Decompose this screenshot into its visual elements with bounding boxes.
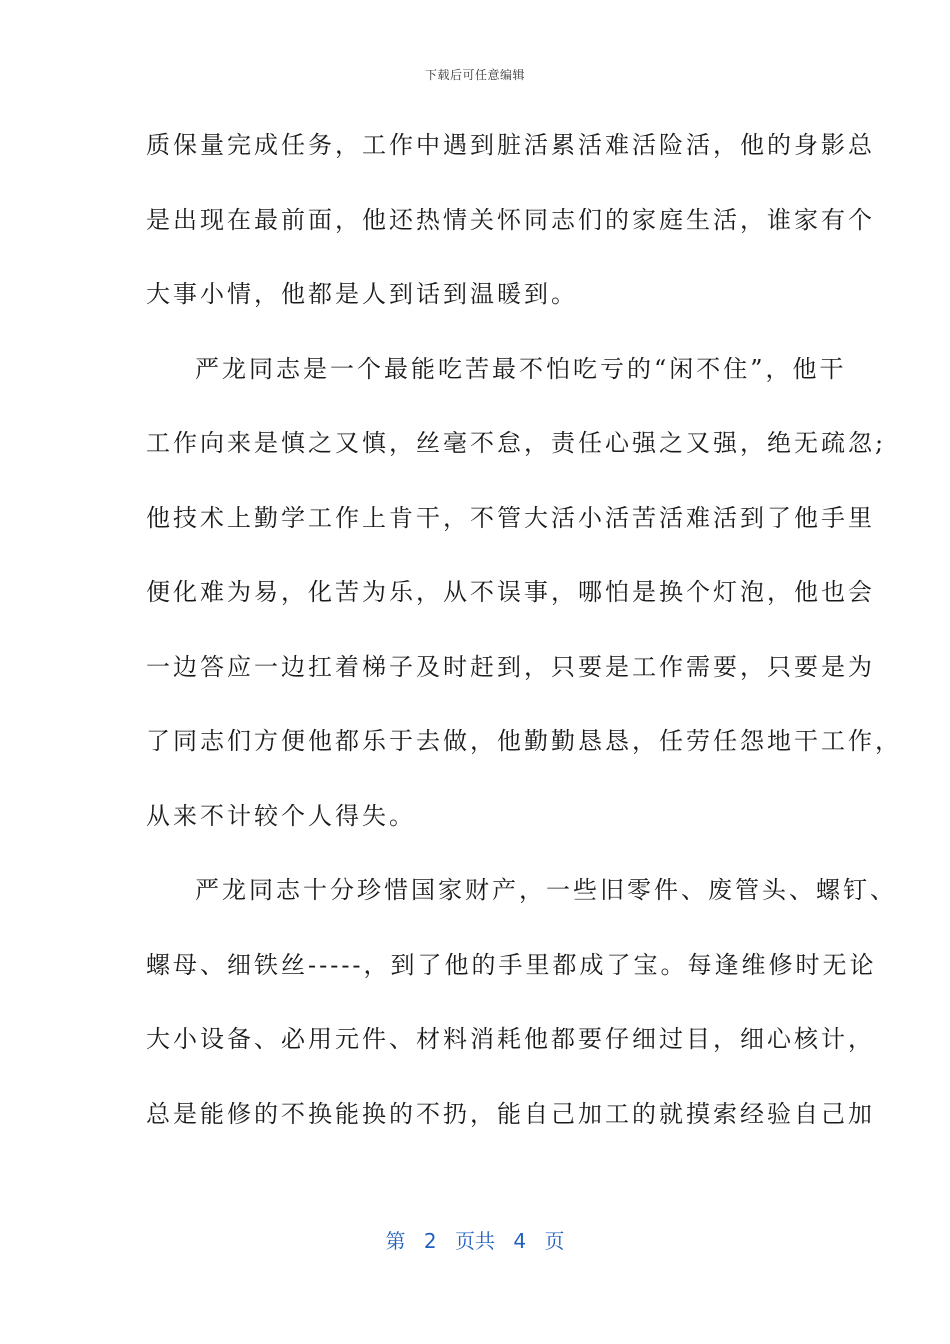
header-note: 下载后可任意编辑	[424, 68, 525, 82]
footer-current-page: 2	[423, 1229, 437, 1253]
text-line: 从来不计较个人得失。	[146, 801, 416, 830]
document-body	[146, 120, 902, 1163]
text-line: 是出现在最前面，他还热情关怀同志们的家庭生活，谁家有个	[146, 205, 875, 234]
footer-total-pages: 4	[513, 1229, 527, 1253]
paragraph-first-line: 严龙同志是一个最能吃苦最不怕吃亏的“闲不住”，他干	[195, 354, 847, 383]
text-line: 他技术上勤学工作上肯干，不管大活小活苦活难活到了他手里	[146, 503, 875, 532]
text-line: 总是能修的不换能换的不扔，能自己加工的就摸索经验自己加	[146, 1099, 875, 1128]
paragraph-first-line: 严龙同志十分珍惜国家财产，一些旧零件、废管头、螺钉、	[195, 876, 897, 904]
page-footer	[0, 1225, 950, 1254]
footer-label-page: 第	[385, 1229, 406, 1253]
footer-label-end: 页	[544, 1229, 565, 1253]
text-line: 便化难为易，化苦为乐，从不误事，哪怕是换个灯泡，他也会	[146, 578, 875, 606]
text-line: 质保量完成任务，工作中遇到脏活累活难活险活，他的身影总	[146, 131, 875, 159]
footer-label-of: 页共	[455, 1229, 495, 1253]
text-line: 大小设备、必用元件、材料消耗他都要仔细过目，细心核计，	[146, 1025, 875, 1053]
text-line: 大事小情，他都是人到话到温暖到。	[146, 280, 578, 308]
text-line: 了同志们方便他都乐于去做，他勤勤恳恳，任劳任怨地干工作，	[146, 727, 902, 755]
text-line: 一边答应一边扛着梯子及时赶到，只要是工作需要，只要是为	[146, 652, 875, 681]
text-line: 螺母、细铁丝-----，到了他的手里都成了宝。每逢维修时无论	[146, 950, 877, 979]
text-line: 工作向来是慎之又慎，丝毫不怠，责任心强之又强，绝无疏忽;	[146, 429, 887, 457]
